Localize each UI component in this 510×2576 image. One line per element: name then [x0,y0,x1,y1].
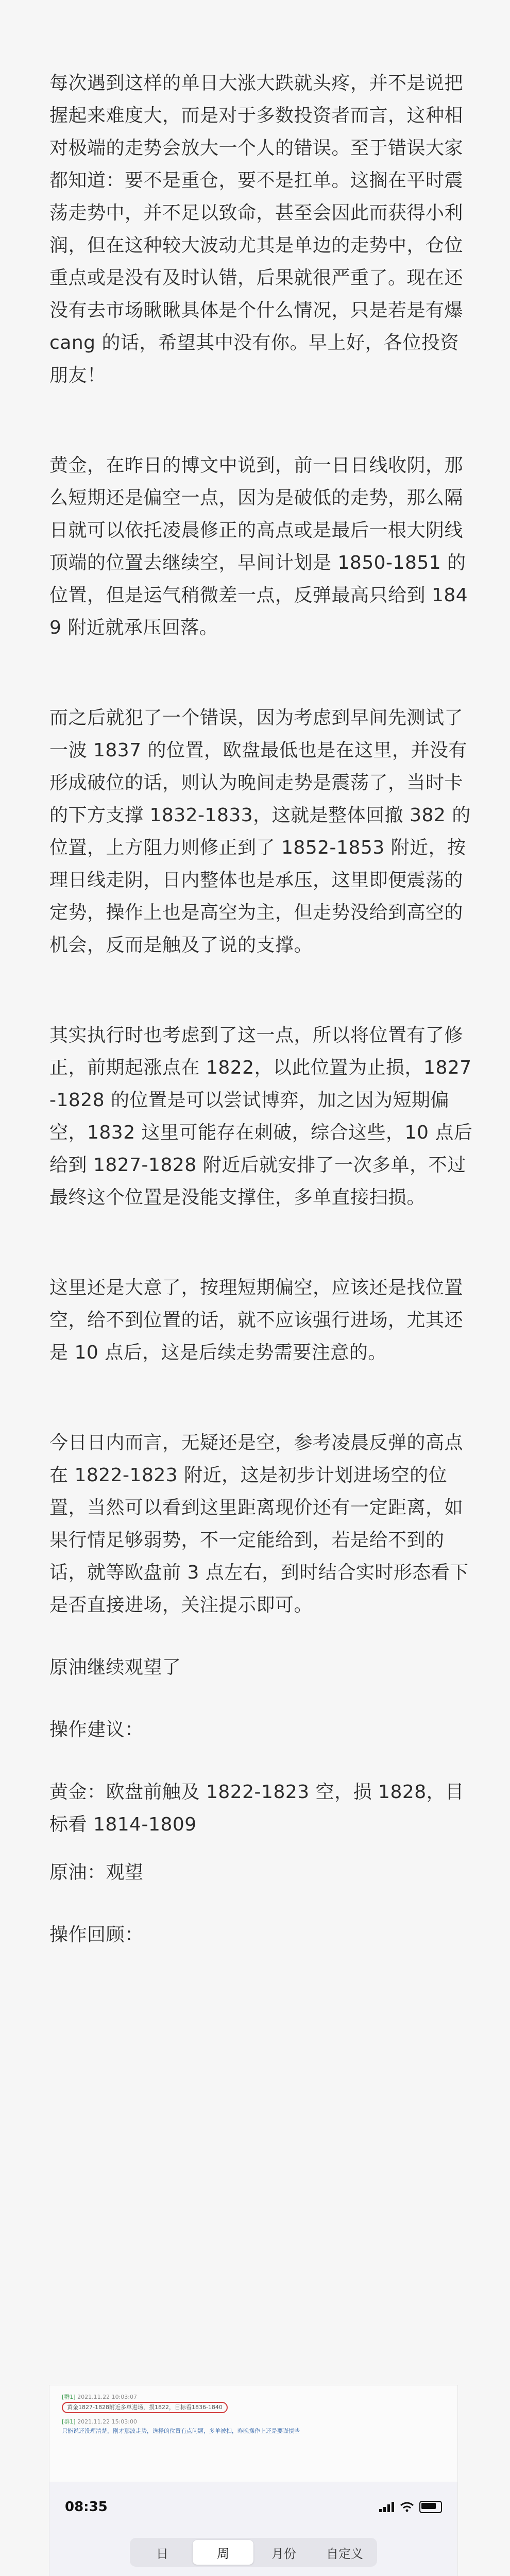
advice-gold: 黄金：欧盘前触及 1822-1823 空，损 1828，目标看 1814-1809 [49,1782,464,1835]
paragraph-execution: 其实执行时也考虑到了这一点，所以将位置有了修正，前期起涨点在 1822，以此位置为止损，1827-1828 的位置是可以尝试博弈，加之因为短期偏空，1832 这里可能存在刺破，综合这些，10 点后给到 1827-1828 附近后就安排了一次多单，不过最终这个位置是没能支撑住，多单直接扫损。 [49,1025,473,1208]
paragraph-mistake: 而之后就犯了一个错误，因为考虑到早间先测试了一波 1837 的位置，欧盘最低也是在这里，并没有形成破位的话，则认为晚间走势是震荡了，当时卡的下方支撑 1832-1833，这就是整体回撤 382 的位置，上方阻力则修正到了 1852-1853 附近，按理日线走阴，日内整体也是承压，这里即便震荡的定势，操作上也是高空为主，但走势没给到高空的机会，反而是触及了说的支撑。 [49,707,471,956]
chat-message: 只能说还没理清楚，刚才那波走势，选择的位置有点问题，多单被扫，昨晚操作上还是要谨慎些 [62,2428,300,2434]
battery-icon [419,2501,442,2513]
chat-tag: [群1] [62,2418,76,2425]
chat-tag: [群1] [62,2394,76,2400]
advice-heading: 操作建议： [49,1719,144,1740]
trade-review-screenshot [49,2385,457,2576]
status-icons [379,2501,442,2513]
tab-day[interactable]: 日 [156,2546,168,2561]
period-tabs [130,2538,377,2567]
clock: 08:35 [65,2499,108,2515]
wifi-icon [400,2502,414,2512]
article-body [49,67,476,1951]
paragraph-intro: 每次遇到这样的单日大涨大跌就头疼，并不是说把握起来难度大，而是对于多数投资者而言，这种相对极端的走势会放大一个人的错误。至于错误大家都知道：要不是重仓，要不是扛单。这搁在平时震荡走势中，并不足以致命，甚至会因此而获得小利润，但在这种较大波动尤其是单边的走势中，仓位重点或是没有及时认错，后果就很严重了。现在还没有去市场瞅瞅具体是个什么情况，只是若是有爆 cang 的话，希望其中没有你。早上好，各位投资朋友！ [49,73,464,386]
chat-line [62,2427,445,2436]
chat-line [62,2393,445,2402]
review-heading: 操作回顾： [49,1924,144,1945]
advice-oil: 原油：观望 [49,1862,144,1883]
chat-line [62,2417,445,2427]
paragraph-lesson: 这里还是大意了，按理短期偏空，应该还是找位置空，给不到位置的话，就不应该强行进场，尤其还是 10 点后，这是后续走势需要注意的。 [49,1277,464,1363]
tab-custom[interactable]: 自定义 [326,2546,363,2561]
chat-time: 2021.11.22 15:03:00 [77,2418,137,2425]
tab-month[interactable]: 月份 [271,2546,296,2561]
signal-icon [379,2502,395,2512]
phone-history-view [49,2482,457,2576]
paragraph-oil: 原油继续观望了 [49,1657,181,1678]
highlighted-signal: 黄金1827-1828附近多单进场，损1822，目标看1836-1840 [62,2402,228,2413]
chat-log [49,2385,457,2482]
status-bar [65,2497,442,2517]
chat-line [62,2402,445,2413]
paragraph-gold-review: 黄金，在昨日的博文中说到，前一日日线收阴，那么短期还是偏空一点，因为是破低的走势，那么隔日就可以依托凌晨修正的高点或是最后一根大阴线顶端的位置去继续空，早间计划是 1850-1851 的位置，但是运气稍微差一点，反弹最高只给到 1849 附近就承压回落。 [49,455,468,638]
paragraph-intraday-plan: 今日日内而言，无疑还是空，参考凌晨反弹的高点在 1822-1823 附近，这是初步计划进场空的位置，当然可以看到这里距离现价还有一定距离，如果行情足够弱势，不一定能给到，若是给不到的话，就等欧盘前 3 点左右，到时结合实时形态看下是否直接进场，关注提示即可。 [49,1432,469,1616]
tab-week[interactable]: 周 [193,2540,253,2565]
chat-time: 2021.11.22 10:03:07 [77,2394,137,2400]
